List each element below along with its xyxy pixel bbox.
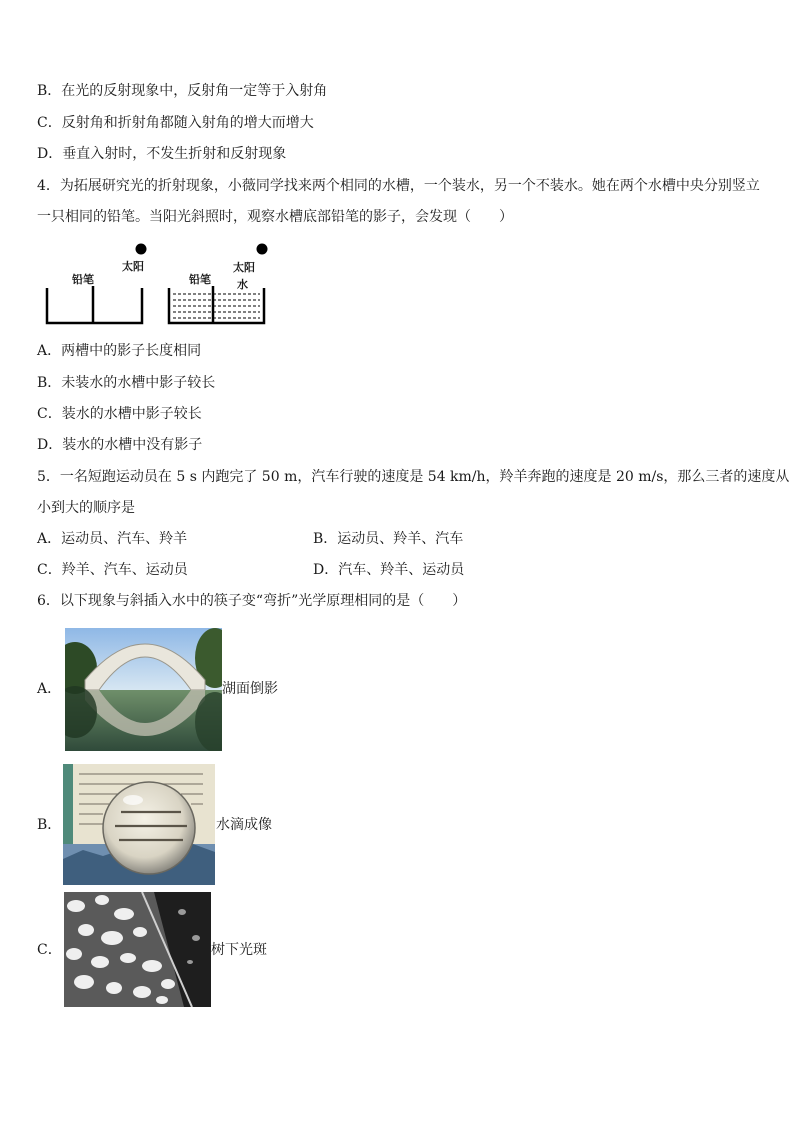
q5-stem-line2: 小到大的顺序是 [37, 500, 135, 516]
q6-option-a-letter: A． [37, 681, 62, 697]
option-d-prev: D．垂直入射时，不发生折射和反射现象 [37, 146, 287, 162]
sun-right-icon [257, 244, 268, 255]
q4-option-b: B．未装水的水槽中影子较长 [37, 375, 216, 391]
option-b-prev: B．在光的反射现象中，反射角一定等于入射角 [37, 83, 328, 99]
q4-option-a: A．两槽中的影子长度相同 [37, 343, 202, 359]
water-tank [169, 244, 268, 324]
q5-option-d: D．汽车、羚羊、运动员 [313, 562, 465, 578]
q4-stem-line2: 一只相同的铅笔。当阳光斜照时，观察水槽底部铅笔的影子，会发现（ ） [37, 209, 513, 225]
bridge-reflection-photo [65, 628, 222, 751]
q6-option-c-caption: 树下光斑 [211, 942, 267, 958]
water-drop-photo [63, 764, 215, 885]
pencil-label-right: 铅笔 [189, 273, 211, 286]
pencil-label-left: 铅笔 [72, 273, 94, 286]
empty-tank [47, 244, 147, 324]
option-c-prev: C．反射角和折射角都随入射角的增大而增大 [37, 115, 314, 131]
q6-option-b-letter: B． [37, 817, 62, 833]
water-label: 水 [237, 278, 248, 291]
tree-light-spots-photo [64, 892, 211, 1007]
q6-option-a-caption: 湖面倒影 [222, 681, 278, 697]
sun-label-right: 太阳 [233, 261, 255, 274]
q4-option-c: C．装水的水槽中影子较长 [37, 406, 202, 422]
q5-option-a: A．运动员、汽车、羚羊 [37, 531, 188, 547]
sun-label-left: 太阳 [122, 260, 144, 273]
q5-stem-line1: 5．一名短跑运动员在 5 s 内跑完了 50 m，汽车行驶的速度是 54 km/h，羚羊奔跑的速度是 20 m/s，那么三者的速度从 [37, 469, 790, 485]
q4-stem-line1: 4．为拓展研究光的折射现象，小薇同学找来两个相同的水槽，一个装水，另一个不装水。她在两个水槽中央分别竖立 [37, 178, 760, 194]
q5-option-b: B．运动员、羚羊、汽车 [313, 531, 464, 547]
q6-option-c-letter: C． [37, 942, 62, 958]
q5-option-c: C．羚羊、汽车、运动员 [37, 562, 188, 578]
q4-option-d: D．装水的水槽中没有影子 [37, 437, 203, 453]
sun-left-icon [136, 244, 147, 255]
q6-stem: 6．以下现象与斜插入水中的筷子变“弯折”光学原理相同的是（ ） [37, 593, 467, 609]
q6-option-b-caption: 水滴成像 [216, 817, 272, 833]
